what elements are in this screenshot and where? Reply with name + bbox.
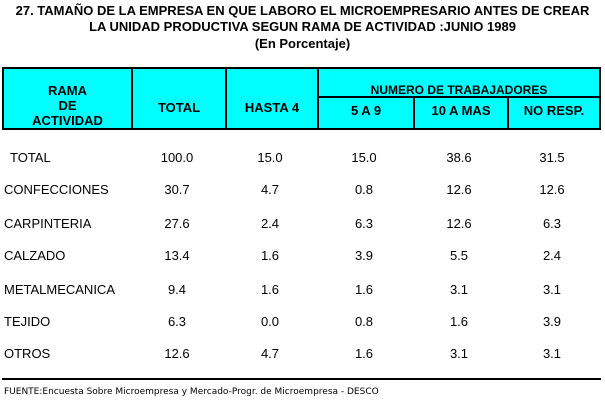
cell-10-a-mas: 12.6 <box>446 216 472 231</box>
header-divider <box>225 69 227 128</box>
table-row <box>0 246 605 266</box>
cell-no-resp: 6.3 <box>542 216 562 231</box>
cell-total: 9.4 <box>167 282 187 297</box>
cell-total: 13.4 <box>164 248 190 263</box>
cell-5-a-9: 15.0 <box>351 150 377 165</box>
row-label: OTROS <box>4 346 51 361</box>
cell-5-a-9: 0.8 <box>354 314 374 329</box>
cell-5-a-9: 1.6 <box>354 282 374 297</box>
table-row <box>0 344 605 364</box>
table-row <box>0 214 605 234</box>
table-row <box>0 312 605 332</box>
table-row <box>0 280 605 300</box>
cell-hasta-4: 4.7 <box>260 182 280 197</box>
table-row <box>0 180 605 200</box>
cell-5-a-9: 3.9 <box>354 248 374 263</box>
cell-5-a-9: 0.8 <box>354 182 374 197</box>
cell-total: 6.3 <box>167 314 187 329</box>
cell-hasta-4: 2.4 <box>260 216 280 231</box>
header-5-a-9: 5 A 9 <box>350 103 382 118</box>
header-numero-trabajadores: NUMERO DE TRABAJADORES <box>370 83 548 97</box>
cell-no-resp: 3.1 <box>542 346 562 361</box>
cell-no-resp: 2.4 <box>542 248 562 263</box>
header-rama <box>4 83 131 128</box>
header-hasta-4: HASTA 4 <box>244 100 300 115</box>
row-label: CONFECCIONES <box>4 182 109 197</box>
cell-no-resp: 3.9 <box>542 314 562 329</box>
cell-hasta-4: 15.0 <box>257 150 283 165</box>
row-label: TEJIDO <box>4 314 51 329</box>
cell-5-a-9: 1.6 <box>354 346 374 361</box>
cell-total: 12.6 <box>164 346 190 361</box>
header-total: TOTAL <box>157 100 201 115</box>
row-label: CALZADO <box>4 248 66 263</box>
table-title-line-2: LA UNIDAD PRODUCTIVA SEGUN RAMA DE ACTIVIDAD :JUNIO 1989 <box>89 19 516 34</box>
cell-10-a-mas: 5.5 <box>449 248 469 263</box>
cell-10-a-mas: 12.6 <box>446 182 472 197</box>
header-10-a-mas: 10 A MAS <box>431 103 491 118</box>
table-title-line-1: 27. TAMAÑO DE LA EMPRESA EN QUE LABORO EL MICROEMPRESARIO ANTES DE CREAR <box>15 3 590 18</box>
header-no-resp: NO RESP. <box>523 103 585 118</box>
cell-10-a-mas: 3.1 <box>449 282 469 297</box>
cell-10-a-mas: 38.6 <box>446 150 472 165</box>
table-row <box>0 148 605 168</box>
table-bottom-rule <box>2 378 601 380</box>
header-rama-line: RAMA <box>48 83 87 98</box>
header-rama-line: ACTIVIDAD <box>32 113 103 128</box>
cell-total: 30.7 <box>164 182 190 197</box>
cell-10-a-mas: 3.1 <box>449 346 469 361</box>
cell-10-a-mas: 1.6 <box>449 314 469 329</box>
header-divider <box>131 69 133 128</box>
header-divider <box>317 69 319 128</box>
cell-no-resp: 3.1 <box>542 282 562 297</box>
cell-hasta-4: 0.0 <box>260 314 280 329</box>
table-header <box>2 67 601 130</box>
header-rama-line: DE <box>58 98 77 113</box>
cell-no-resp: 31.5 <box>539 150 565 165</box>
cell-total: 100.0 <box>160 150 194 165</box>
cell-5-a-9: 6.3 <box>354 216 374 231</box>
row-label: METALMECANICA <box>4 282 115 297</box>
source-note: FUENTE:Encuesta Sobre Microempresa y Mercado-Progr. de Microempresa - DESCO <box>4 387 379 397</box>
cell-hasta-4: 4.7 <box>260 346 280 361</box>
cell-hasta-4: 1.6 <box>260 248 280 263</box>
row-label: CARPINTERIA <box>4 216 92 231</box>
table-subtitle: (En Porcentaje) <box>254 36 351 51</box>
cell-total: 27.6 <box>164 216 190 231</box>
cell-hasta-4: 1.6 <box>260 282 280 297</box>
cell-no-resp: 12.6 <box>539 182 565 197</box>
row-label: TOTAL <box>10 150 51 165</box>
